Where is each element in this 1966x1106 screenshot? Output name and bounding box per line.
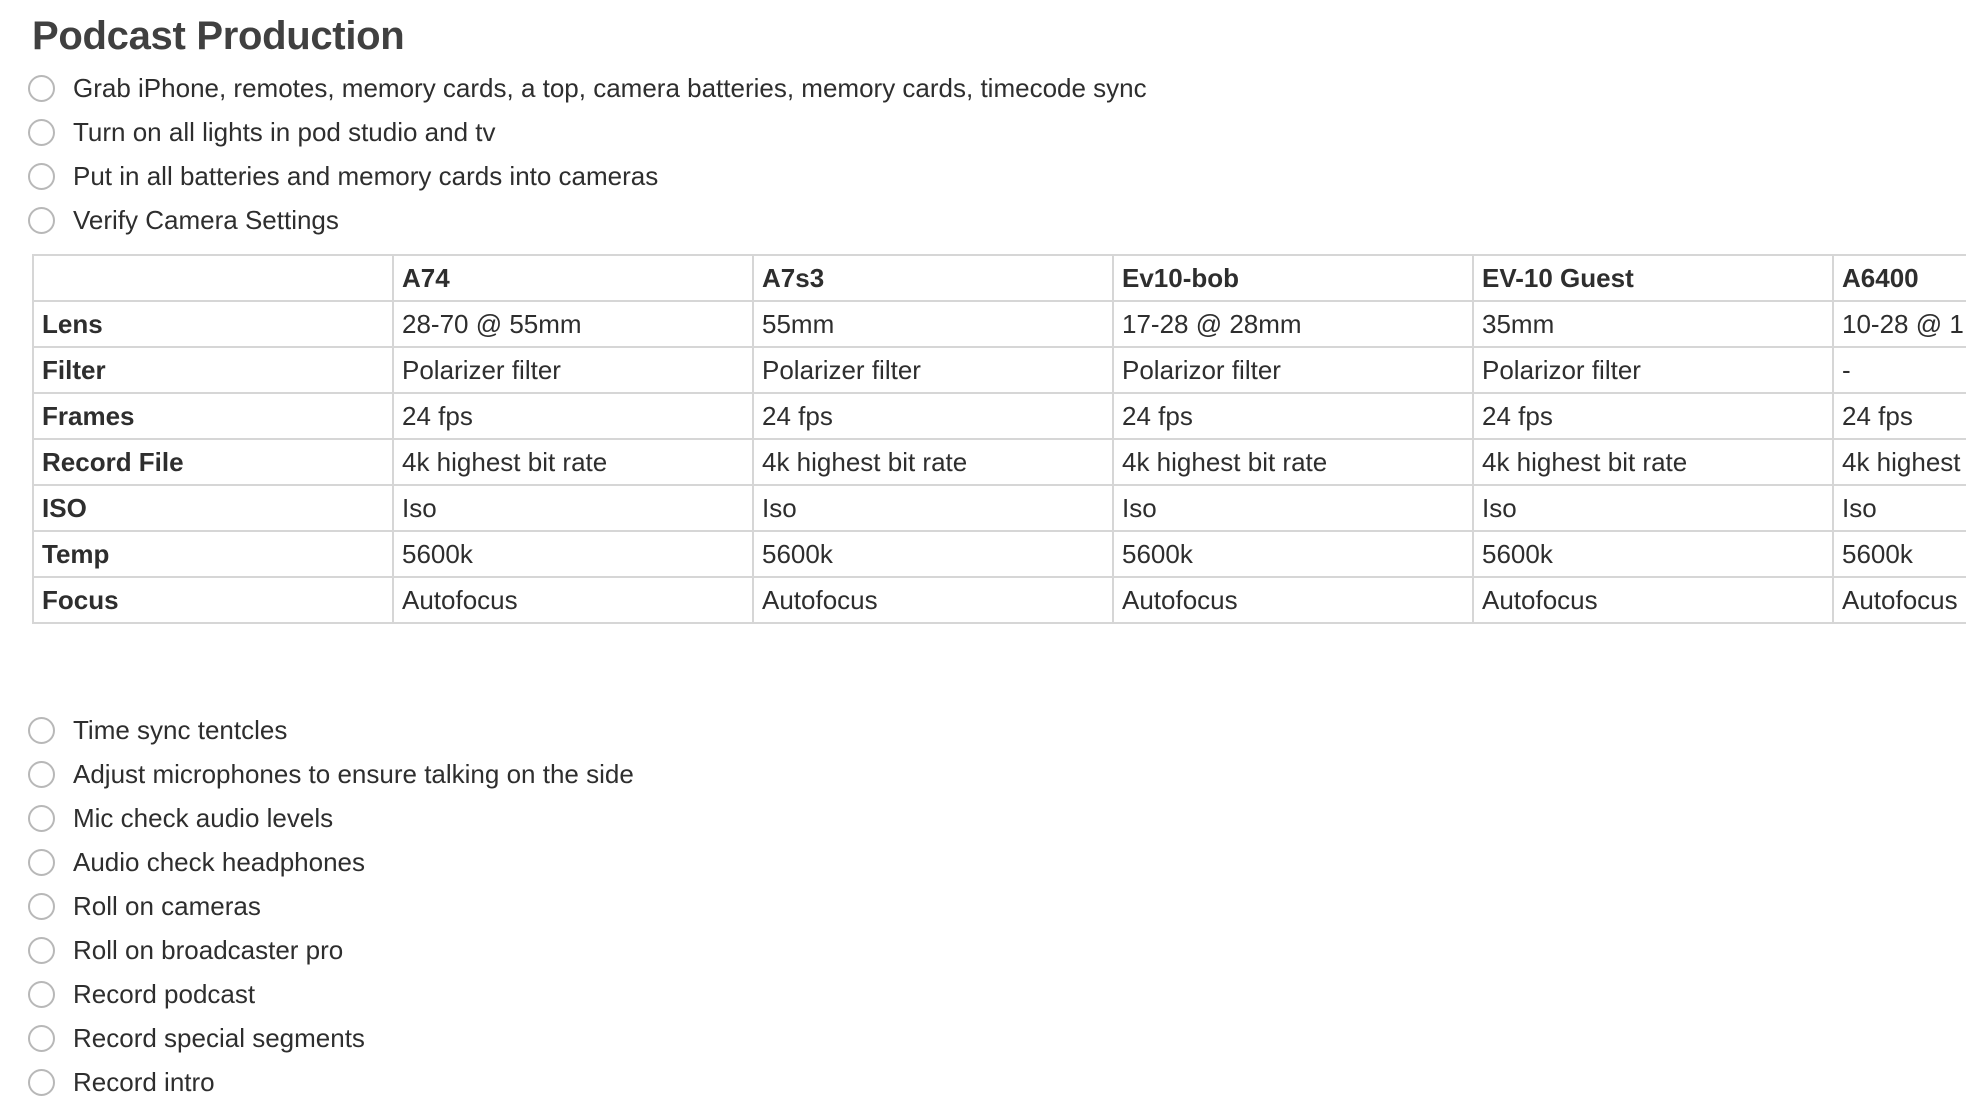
camera-settings-table	[32, 254, 1966, 624]
checklist-item[interactable]	[28, 972, 634, 1016]
column-header-ev10-guest[interactable]: EV-10 Guest	[1473, 255, 1833, 301]
checkbox-circle-icon[interactable]	[28, 717, 55, 744]
checkbox-circle-icon[interactable]	[28, 207, 55, 234]
table-cell[interactable]: 4k highest bit rate	[1473, 439, 1833, 485]
row-header-record-file[interactable]: Record File	[33, 439, 393, 485]
table-cell[interactable]: 4k highest bit rate	[1113, 439, 1473, 485]
checklist-item-label[interactable]: Adjust microphones to ensure talking on the side	[73, 758, 634, 789]
checkbox-circle-icon[interactable]	[28, 981, 55, 1008]
table-cell[interactable]: Polarizer filter	[753, 347, 1113, 393]
camera-settings-table-wrapper	[32, 254, 1966, 624]
checklist-item[interactable]	[28, 840, 634, 884]
checkbox-circle-icon[interactable]	[28, 1069, 55, 1096]
checkbox-circle-icon[interactable]	[28, 937, 55, 964]
checklist-item[interactable]	[28, 752, 634, 796]
table-cell[interactable]: 5600k	[1473, 531, 1833, 577]
table-cell[interactable]: 5600k	[753, 531, 1113, 577]
table-cell[interactable]: Iso	[1833, 485, 1966, 531]
checklist-item-label[interactable]: Turn on all lights in pod studio and tv	[73, 116, 496, 147]
table-cell[interactable]: 4k highest bit rate	[393, 439, 753, 485]
checklist-item[interactable]	[28, 1016, 634, 1060]
table-cell[interactable]: 5600k	[1113, 531, 1473, 577]
table-cell[interactable]: Autofocus	[393, 577, 753, 623]
checklist-item[interactable]	[28, 796, 634, 840]
table-row	[33, 531, 1966, 577]
table-cell[interactable]: 24 fps	[1833, 393, 1966, 439]
table-header-row	[33, 255, 1966, 301]
row-header-frames[interactable]: Frames	[33, 393, 393, 439]
checklist-item-label[interactable]: Verify Camera Settings	[73, 204, 339, 235]
table-row	[33, 485, 1966, 531]
checklist-item-label[interactable]: Record podcast	[73, 978, 256, 1009]
checklist-item-label[interactable]: Record special segments	[73, 1022, 365, 1053]
checkbox-circle-icon[interactable]	[28, 893, 55, 920]
checklist-item-label[interactable]: Audio check headphones	[73, 846, 366, 877]
checklist-item-label[interactable]: Time sync tentcles	[73, 714, 288, 745]
checkbox-circle-icon[interactable]	[28, 761, 55, 788]
column-header-a7s3[interactable]: A7s3	[753, 255, 1113, 301]
table-cell[interactable]: 55mm	[753, 301, 1113, 347]
table-cell[interactable]: 24 fps	[753, 393, 1113, 439]
checklist-bottom	[28, 708, 634, 1104]
checkbox-circle-icon[interactable]	[28, 1025, 55, 1052]
row-header-focus[interactable]: Focus	[33, 577, 393, 623]
table-cell[interactable]: Iso	[1473, 485, 1833, 531]
checkbox-circle-icon[interactable]	[28, 849, 55, 876]
checklist-item-label[interactable]: Mic check audio levels	[73, 802, 334, 833]
table-row	[33, 439, 1966, 485]
table-cell[interactable]: Iso	[1113, 485, 1473, 531]
column-header-ev10-bob[interactable]: Ev10-bob	[1113, 255, 1473, 301]
checklist-item[interactable]	[28, 928, 634, 972]
checkbox-circle-icon[interactable]	[28, 163, 55, 190]
table-corner-cell[interactable]	[33, 255, 393, 301]
checklist-item-label[interactable]: Put in all batteries and memory cards into cameras	[73, 160, 659, 191]
table-cell[interactable]: 28-70 @ 55mm	[393, 301, 753, 347]
row-header-lens[interactable]: Lens	[33, 301, 393, 347]
checkbox-circle-icon[interactable]	[28, 119, 55, 146]
table-cell[interactable]: Autofocus	[1833, 577, 1966, 623]
table-cell[interactable]: 10-28 @ 1	[1833, 301, 1966, 347]
row-header-temp[interactable]: Temp	[33, 531, 393, 577]
table-cell[interactable]: Iso	[393, 485, 753, 531]
table-cell[interactable]: Polarizor filter	[1113, 347, 1473, 393]
checklist-item[interactable]	[28, 110, 1147, 154]
table-cell[interactable]: 5600k	[393, 531, 753, 577]
table-cell[interactable]: 4k highest bit rate	[753, 439, 1113, 485]
checklist-item[interactable]	[28, 1060, 634, 1104]
checklist-item[interactable]	[28, 708, 634, 752]
table-cell[interactable]: 24 fps	[1473, 393, 1833, 439]
checkbox-circle-icon[interactable]	[28, 75, 55, 102]
checklist-item-label[interactable]: Record intro	[73, 1066, 215, 1097]
checkbox-circle-icon[interactable]	[28, 805, 55, 832]
table-cell[interactable]: 35mm	[1473, 301, 1833, 347]
table-row	[33, 301, 1966, 347]
table-cell[interactable]: -	[1833, 347, 1966, 393]
table-cell[interactable]: Autofocus	[1473, 577, 1833, 623]
table-row	[33, 577, 1966, 623]
checklist-item[interactable]	[28, 66, 1147, 110]
table-cell[interactable]: Polarizor filter	[1473, 347, 1833, 393]
row-header-filter[interactable]: Filter	[33, 347, 393, 393]
checklist-top	[28, 66, 1147, 242]
table-row	[33, 393, 1966, 439]
table-cell[interactable]: 4k highest	[1833, 439, 1966, 485]
table-cell[interactable]: Autofocus	[753, 577, 1113, 623]
table-cell[interactable]: 17-28 @ 28mm	[1113, 301, 1473, 347]
page-title[interactable]: Podcast Production	[32, 14, 405, 58]
table-cell[interactable]: 24 fps	[393, 393, 753, 439]
checklist-item-label[interactable]: Roll on broadcaster pro	[73, 934, 344, 965]
table-row	[33, 347, 1966, 393]
checklist-item-label[interactable]: Roll on cameras	[73, 890, 261, 921]
table-cell[interactable]: 5600k	[1833, 531, 1966, 577]
checklist-item-label[interactable]: Grab iPhone, remotes, memory cards, a top, camera batteries, memory cards, timecode sync	[73, 72, 1147, 103]
table-cell[interactable]: Autofocus	[1113, 577, 1473, 623]
table-cell[interactable]: Polarizer filter	[393, 347, 753, 393]
row-header-iso[interactable]: ISO	[33, 485, 393, 531]
table-cell[interactable]: 24 fps	[1113, 393, 1473, 439]
table-cell[interactable]: Iso	[753, 485, 1113, 531]
checklist-item[interactable]	[28, 884, 634, 928]
checklist-item[interactable]	[28, 154, 1147, 198]
column-header-a6400[interactable]: A6400	[1833, 255, 1966, 301]
checklist-item[interactable]	[28, 198, 1147, 242]
column-header-a74[interactable]: A74	[393, 255, 753, 301]
